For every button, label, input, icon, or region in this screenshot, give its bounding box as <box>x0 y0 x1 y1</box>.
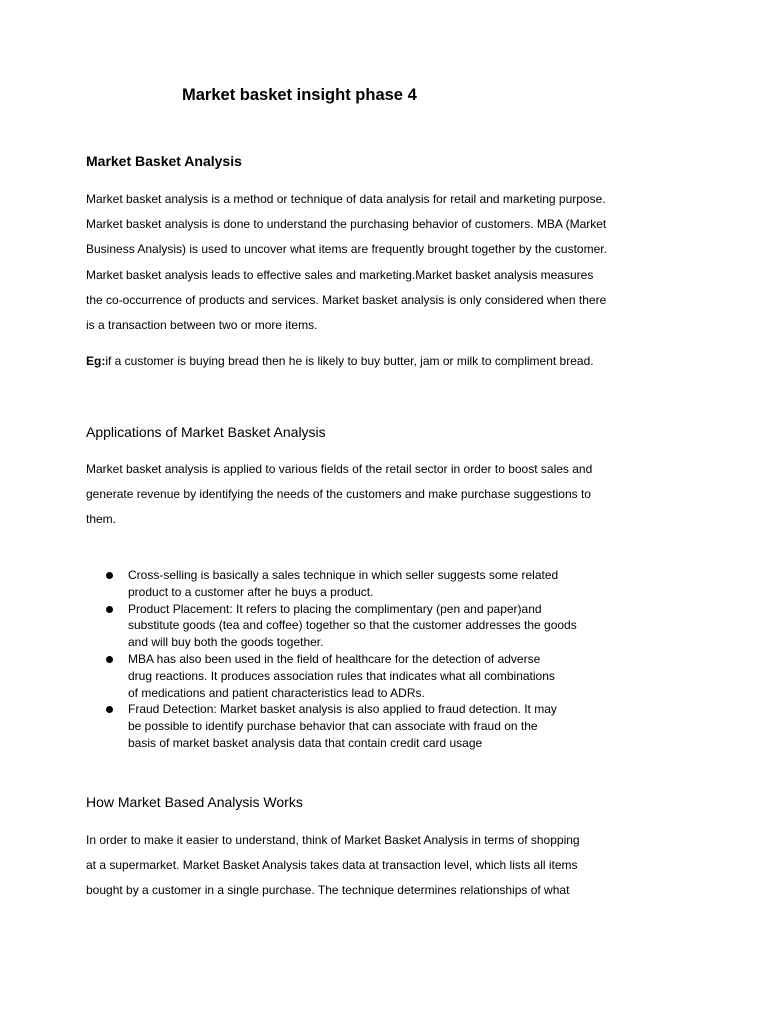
list-item-line: drug reactions. It produces association rules that indicates what all combinations <box>128 668 555 683</box>
paragraph-line: bought by a customer in a single purchase. The technique determines relationships of what <box>86 883 570 898</box>
list-item-line: MBA has also been used in the field of healthcare for the detection of adverse <box>128 651 541 666</box>
list-item-line: product to a customer after he buys a product. <box>128 584 374 599</box>
paragraph-line: is a transaction between two or more items. <box>86 318 318 333</box>
paragraph-line: them. <box>86 512 117 527</box>
paragraph-line: Market basket analysis is a method or technique of data analysis for retail and marketing purpose. <box>86 192 606 206</box>
paragraph-line: generate revenue by identifying the needs of the customers and make purchase suggestions to <box>86 487 591 502</box>
example-label: Eg: <box>86 354 106 368</box>
list-item-line: of medications and patient characteristics lead to ADRs. <box>128 685 425 700</box>
applications-bullet-list <box>102 567 577 752</box>
paragraph-how-it-works <box>86 828 646 904</box>
paragraph-line: the co-occurrence of products and services. Market basket analysis is only considered when there <box>86 292 607 307</box>
document-title: Market basket insight phase 4 <box>182 86 417 104</box>
bullet-icon <box>106 656 113 663</box>
bullet-icon <box>106 706 113 713</box>
paragraph-line: Market basket analysis is applied to various fields of the retail sector in order to boost sales and <box>86 462 593 476</box>
list-item <box>102 567 577 601</box>
list-item-line: substitute goods (tea and coffee) together so that the customer addresses the goods <box>128 618 577 633</box>
paragraph-mba-definition <box>86 187 646 338</box>
list-item-line: basis of market basket analysis data that contain credit card usage <box>128 735 483 750</box>
paragraph-line: In order to make it easier to understand, think of Market Basket Analysis in terms of shopping <box>86 833 580 847</box>
list-item <box>102 701 577 751</box>
bullet-icon <box>106 572 113 579</box>
paragraph-line: Business Analysis) is used to uncover what items are frequently brought together by the customer. <box>86 242 607 257</box>
list-item <box>102 651 577 701</box>
paragraph-line: at a supermarket. Market Basket Analysis takes data at transaction level, which lists all items <box>86 858 578 873</box>
list-item-line: Cross-selling is basically a sales technique in which seller suggests some related <box>128 568 559 582</box>
section-heading-applications: Applications of Market Basket Analysis <box>86 424 326 440</box>
example-line <box>86 354 594 368</box>
paragraph-line: Market basket analysis is done to understand the purchasing behavior of customers. MBA (Market <box>86 217 607 232</box>
bullet-icon <box>106 606 113 613</box>
paragraph-applications <box>86 457 646 533</box>
list-item-line: and will buy both the goods together. <box>128 635 324 650</box>
list-item-line: Fraud Detection: Market basket analysis is also applied to fraud detection. It may <box>128 702 557 717</box>
list-item-line: Product Placement: It refers to placing the complimentary (pen and paper)and <box>128 601 542 616</box>
example-text: if a customer is buying bread then he is likely to buy butter, jam or milk to compliment bread. <box>105 354 594 368</box>
section-heading-market-basket-analysis: Market Basket Analysis <box>86 153 242 169</box>
list-item-line: be possible to identify purchase behavior that can associate with fraud on the <box>128 719 538 734</box>
section-heading-how-it-works: How Market Based Analysis Works <box>86 794 303 810</box>
list-item <box>102 601 577 651</box>
paragraph-line: Market basket analysis leads to effective sales and marketing.Market basket analysis measures <box>86 267 594 282</box>
